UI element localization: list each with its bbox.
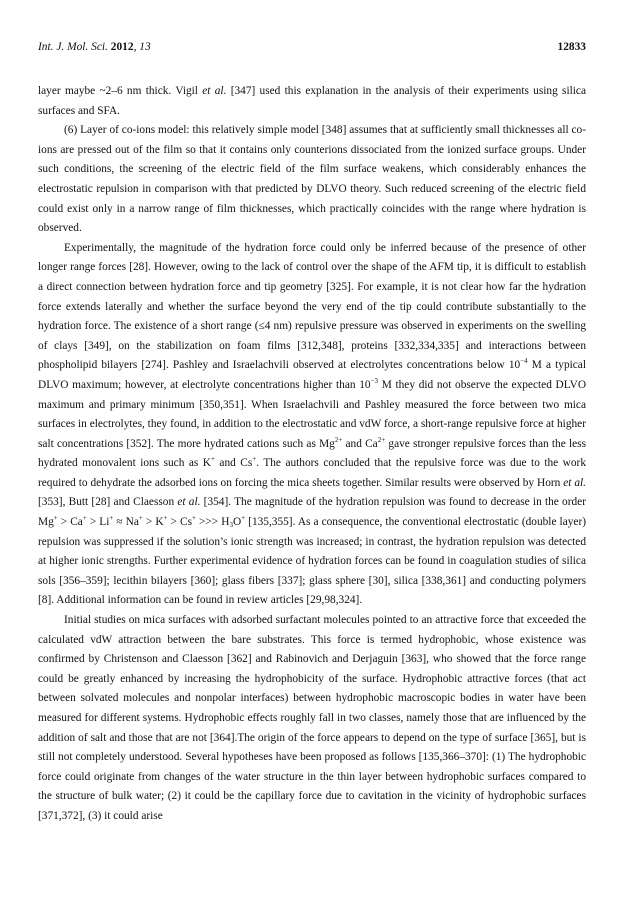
superscript: −4 <box>520 357 528 366</box>
text-run: layer maybe ~2–6 nm thick. Vigil <box>38 85 203 97</box>
superscript: + <box>241 514 246 523</box>
superscript: 2+ <box>334 435 343 444</box>
journal-page <box>38 40 586 827</box>
page-number: 12833 <box>557 41 586 53</box>
superscript: + <box>138 514 143 523</box>
text-run: > Ca <box>57 516 83 529</box>
text-run: and Cs <box>214 457 253 470</box>
text-run: and Ca <box>342 437 378 450</box>
body-paragraph <box>38 82 586 121</box>
journal-volume: 13 <box>139 41 151 53</box>
superscript: + <box>192 514 196 523</box>
text-run: [353], Butt [28] and Claesson <box>38 496 178 509</box>
text-run: . The authors concluded that the repulsive force was due to the work required to dehydrate the adsorbed ions on forcing the mica sheets together. Similar results were observed by Horn <box>38 457 586 489</box>
italic-text: et al. <box>177 496 201 509</box>
italic-text: et al. <box>202 85 227 97</box>
article-body <box>38 82 586 827</box>
text-run: (6) Layer of co-ions model: this relatively simple model [348] assumes that at sufficiently small thicknesses all co-ions are pressed out of the film so that it contains only counterions dissociated from the ionized surface groups. Under such conditions, the screening of the electric field of the film surface weakens, which considerably enhances the electrostatic repulsion in comparison with that predicted by DLVO theory. Such reduced screening of the electric field could exist only in a narrow range of film thicknesses, which practically coincides with the range where hydration is observed. <box>38 124 586 235</box>
text-run: M a typical DLVO maximum; however, at electrolyte concentrations higher than 10 <box>38 359 586 391</box>
superscript: + <box>53 514 58 523</box>
text-run: M they did not observe the expected DLVO maximum and primary minimum [350,351]. When Israelachvili and Pashley measured the force between two mica surfaces in electrolytes, they found, in addition to the electrostatic and vdW force, a short-range repulsive force at higher salt concentrations [352]. The more hydrated cations such as Mg <box>38 378 587 450</box>
body-paragraph <box>38 121 586 239</box>
superscript: + <box>252 455 257 464</box>
body-paragraph <box>38 239 586 611</box>
superscript: 2+ <box>377 435 386 444</box>
text-run: Experimentally, the magnitude of the hydration force could only be inferred because of the presence of other longer range forces [28]. However, owing to the lack of control over the shape of the AFM tip, it is difficult to establish a direct connection between hydration force and tip geometry [325]. For example, it is not clear how far the hydration force extends laterally and whether the surface beyond the very end of the tip could contribute substantially to the hydration force. The existence of a short range (≤4 nm) repulsive pressure was observed in experiments on the swelling of clays [349], on the stabilization on foam films [312,348], proteins [332,334,335] and interactions between phospholipid bilayers [274]. Pashley and Israelachvili observed at electrolytes concentrations below 10 <box>38 241 586 372</box>
subscript: 3 <box>229 521 233 530</box>
text-run: >>> H <box>195 516 230 529</box>
superscript: + <box>109 514 114 523</box>
running-header <box>38 40 586 54</box>
text-run: > Li <box>86 516 110 529</box>
journal-citation: Int. J. Mol. Sci. 2012, 13 <box>38 41 151 53</box>
superscript: + <box>163 514 168 523</box>
text-run: ≈ Na <box>113 516 139 529</box>
italic-text: et al. <box>563 476 586 489</box>
text-run: O <box>232 516 242 529</box>
text-run: Initial studies on mica surfaces with adsorbed surfactant molecules pointed to an attractive force that exceeded the calculated vdW attraction between the bare substrates. This force is termed hydrophobic, whose existence was confirmed by Christenson and Claesson [362] and Rabinovich and Derjaguin [363], who showed that the force range could be greatly enhanced by increasing the hydrophobicity of the surface. Hydrophobic attractive forces (that act between solvated molecules and nonpolar interfaces) between hydrophobic macroscopic bodies in water have been measured for different systems. Hydrophobic effects roughly fall in two classes, namely those that are influenced by the addition of salt and those that are not [364].The origin of the force appears to depend on the type of surface [365], but is still not completely understood. Several hypotheses have been proposed as follows [135,366–370]: (1) The hydrophobic force could originate from changes of the water structure in the thin layer between hydrophobic surfaces compared to the structure of bulk water; (2) it could be the capillary force due to cavitation in the vicinity of hydrophobic surfaces [371,372], (3) it could arise <box>38 614 586 822</box>
body-paragraph <box>38 611 586 827</box>
text-run: [135,355]. As a consequence, the conventional electrostatic (double layer) repulsion was suppressed if the solution’s ionic strength was increased; in contrast, the hydration repulsion was detected at higher ionic strengths. Further experimental evidence of hydration forces can be found in coagulation studies of silica sols [356–359]; lecithin bilayers [360]; glass fibers [337]; glass sphere [30], silica [338,361] and conducting polymers [8]. Additional information can be found in review articles [29,98,324]. <box>38 516 586 607</box>
journal-name: Int. J. Mol. Sci. <box>38 41 108 53</box>
text-run: > Cs <box>167 516 192 529</box>
text-run: gave stronger repulsive forces than the less hydrated monovalent ions such as K <box>38 437 586 470</box>
journal-year: 2012 <box>110 41 134 53</box>
superscript: + <box>82 514 87 523</box>
superscript: −3 <box>370 376 379 385</box>
superscript: + <box>210 455 215 464</box>
text-run: [354]. The magnitude of the hydration repulsion was found to decrease in the order Mg <box>38 496 586 529</box>
text-run: [347] used this explanation in the analysis of their experiments using silica surfaces and SFA. <box>38 85 586 117</box>
text-run: > K <box>142 516 164 529</box>
